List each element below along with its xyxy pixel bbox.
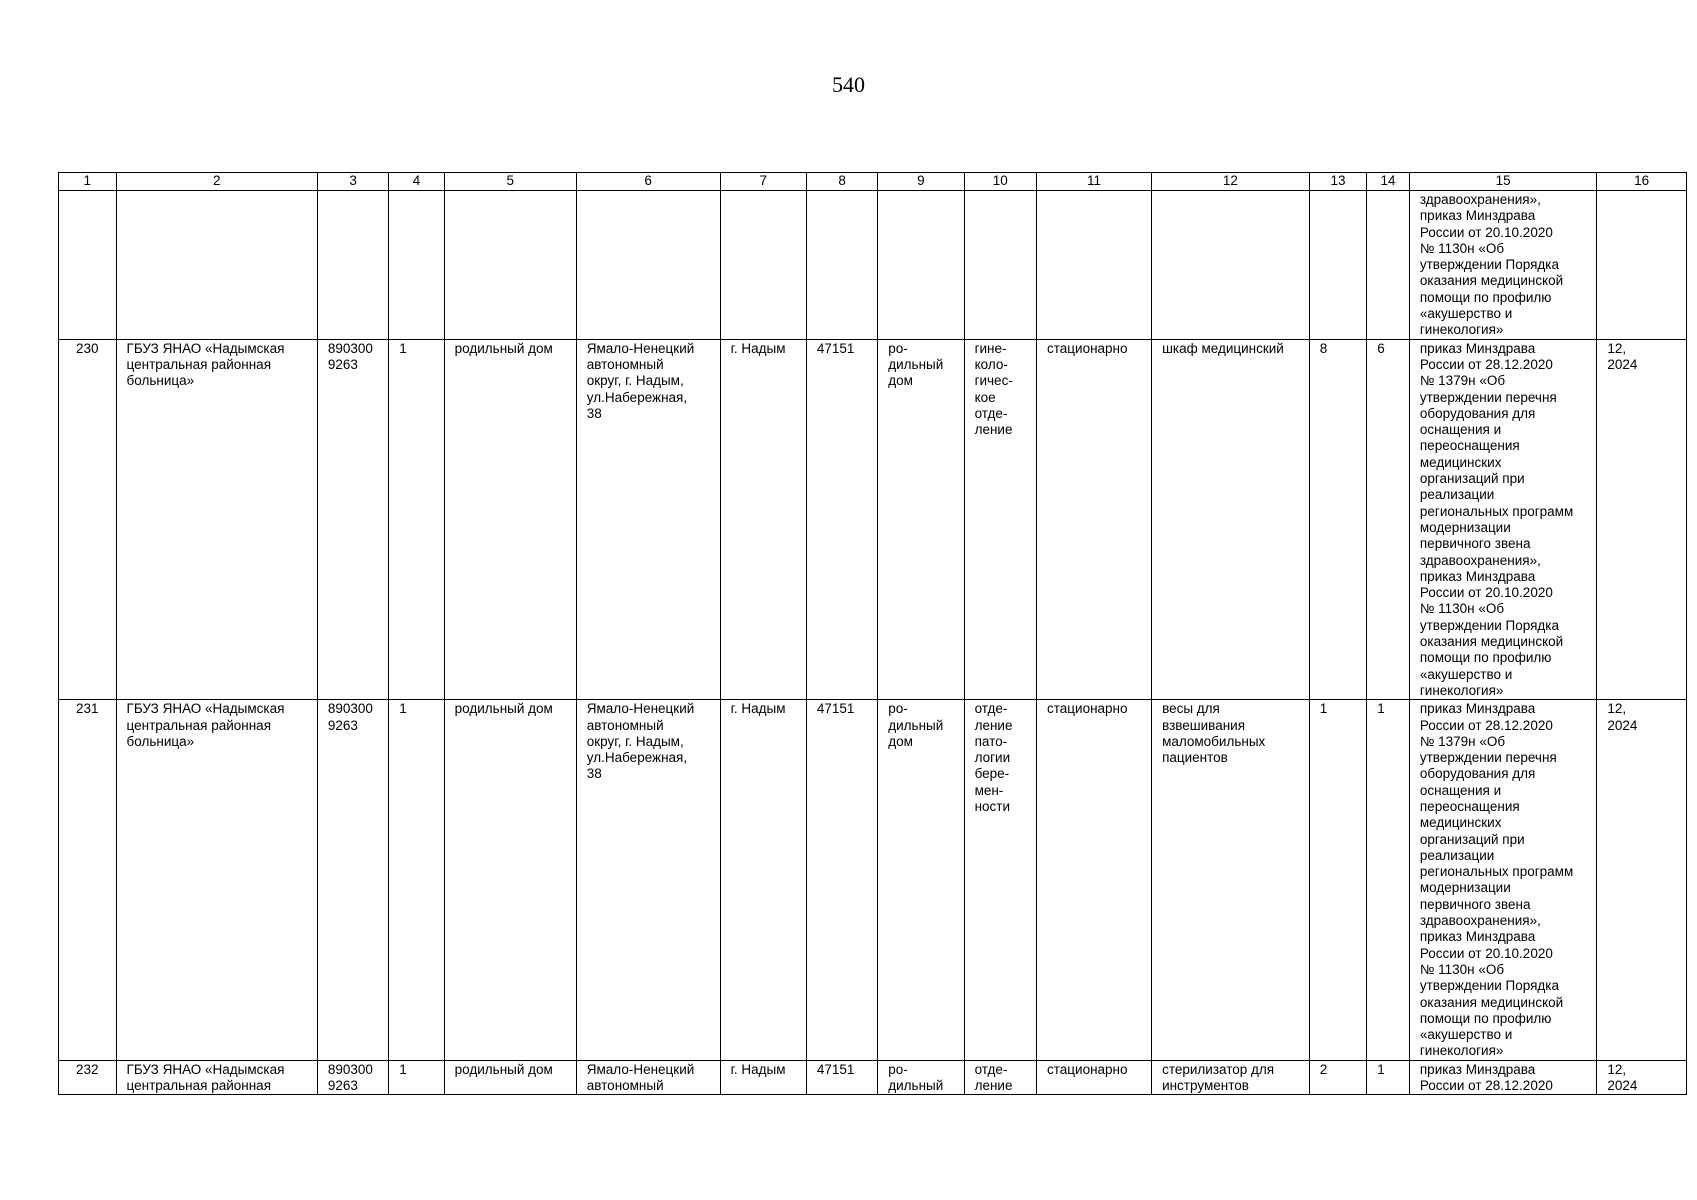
column-header: 12 [1152, 173, 1310, 191]
cell-organization: ГБУЗ ЯНАО «Надымская центральная районная больница» [116, 700, 317, 1061]
cell-empty [1152, 191, 1310, 340]
cell-care-form: стационарно [1037, 339, 1152, 700]
column-header: 3 [317, 173, 388, 191]
cell-col13: 2 [1309, 1060, 1367, 1095]
cell-empty [1037, 191, 1152, 340]
cell-empty [317, 191, 388, 340]
table-row [59, 339, 1687, 700]
cell-legal-basis: здравоохранения», приказ Минздрава России от 20.10.2020 № 1130н «Об утверждении Порядка оказания медицинской помощи по профилю «акушерство и гинекология» [1409, 191, 1597, 340]
cell-care-form: стационарно [1037, 1060, 1152, 1095]
cell-empty [1597, 191, 1687, 340]
cell-legal-basis: приказ Минздрава России от 28.12.2020 [1409, 1060, 1597, 1095]
cell-date: 12, 2024 [1597, 700, 1687, 1061]
cell-row-number: 230 [59, 339, 117, 700]
cell-empty [720, 191, 806, 340]
cell-organization: ГБУЗ ЯНАО «Надымская центральная районная больница» [116, 339, 317, 700]
cell-col14: 6 [1367, 339, 1410, 700]
column-header: 1 [59, 173, 117, 191]
cell-empty [806, 191, 877, 340]
cell-empty [444, 191, 576, 340]
column-header: 2 [116, 173, 317, 191]
cell-inn: 890300 9263 [317, 1060, 388, 1095]
cell-empty [1309, 191, 1367, 340]
cell-empty [878, 191, 964, 340]
cell-unit: ро- дильный дом [878, 700, 964, 1061]
column-header: 13 [1309, 173, 1367, 191]
cell-equipment: весы для взвешивания маломобильных пациентов [1152, 700, 1310, 1061]
cell-legal-basis: приказ Минздрава России от 28.12.2020 № 1379н «Об утверждении перечня оборудования для оснащения и переоснащения медицинских организаций при реализации региональных программ модернизации первичного звена здравоохранения», приказ Минздрава России от 20.10.2020 № 1130н «Об утверждении Порядка оказания медицинской помощи по профилю «акушерство и гинекология» [1409, 700, 1597, 1061]
cell-col13: 8 [1309, 339, 1367, 700]
column-header: 6 [576, 173, 720, 191]
equipment-table [58, 172, 1687, 1095]
column-header: 7 [720, 173, 806, 191]
cell-equipment: стерилизатор для инструментов [1152, 1060, 1310, 1095]
cell-department: отде- ление пато- логии бере- мен- ности [964, 700, 1036, 1061]
column-header: 15 [1409, 173, 1597, 191]
cell-col4: 1 [389, 1060, 444, 1095]
cell-facility-type: родильный дом [444, 339, 576, 700]
cell-department: отде- ление [964, 1060, 1036, 1095]
table-row [59, 1060, 1687, 1095]
cell-city: г. Надым [720, 339, 806, 700]
column-header: 14 [1367, 173, 1410, 191]
cell-empty [59, 191, 117, 340]
cell-organization: ГБУЗ ЯНАО «Надымская центральная районная [116, 1060, 317, 1095]
cell-col14: 1 [1367, 700, 1410, 1061]
cell-equipment: шкаф медицинский [1152, 339, 1310, 700]
column-header: 9 [878, 173, 964, 191]
cell-facility-type: родильный дом [444, 700, 576, 1061]
column-header: 5 [444, 173, 576, 191]
cell-care-form: стационарно [1037, 700, 1152, 1061]
cell-department: гине- коло- гичес- кое отде- ление [964, 339, 1036, 700]
cell-col4: 1 [389, 700, 444, 1061]
cell-date: 12, 2024 [1597, 1060, 1687, 1095]
cell-code: 47151 [806, 1060, 877, 1095]
column-header: 11 [1037, 173, 1152, 191]
cell-inn: 890300 9263 [317, 339, 388, 700]
cell-empty [116, 191, 317, 340]
cell-code: 47151 [806, 339, 877, 700]
cell-city: г. Надым [720, 1060, 806, 1095]
cell-inn: 890300 9263 [317, 700, 388, 1061]
cell-unit: ро- дильный дом [878, 339, 964, 700]
cell-address: Ямало-Ненецкий автономный [576, 1060, 720, 1095]
cell-date: 12, 2024 [1597, 339, 1687, 700]
column-header: 8 [806, 173, 877, 191]
column-header: 10 [964, 173, 1036, 191]
cell-empty [389, 191, 444, 340]
cell-legal-basis: приказ Минздрава России от 28.12.2020 № 1379н «Об утверждении перечня оборудования для оснащения и переоснащения медицинских организаций при реализации региональных программ модернизации первичного звена здравоохранения», приказ Минздрава России от 20.10.2020 № 1130н «Об утверждении Порядка оказания медицинской помощи по профилю «акушерство и гинекология» [1409, 339, 1597, 700]
cell-code: 47151 [806, 700, 877, 1061]
column-header: 4 [389, 173, 444, 191]
cell-address: Ямало-Ненецкий автономный округ, г. Надым, ул.Набережная, 38 [576, 339, 720, 700]
cell-facility-type: родильный дом [444, 1060, 576, 1095]
continuation-row [59, 191, 1687, 340]
cell-unit: ро- дильный [878, 1060, 964, 1095]
cell-address: Ямало-Ненецкий автономный округ, г. Надым, ул.Набережная, 38 [576, 700, 720, 1061]
column-header: 16 [1597, 173, 1687, 191]
cell-row-number: 232 [59, 1060, 117, 1095]
cell-city: г. Надым [720, 700, 806, 1061]
cell-row-number: 231 [59, 700, 117, 1061]
table-row [59, 700, 1687, 1061]
cell-col4: 1 [389, 339, 444, 700]
cell-empty [1367, 191, 1410, 340]
cell-empty [964, 191, 1036, 340]
page-number: 540 [832, 72, 865, 97]
cell-empty [576, 191, 720, 340]
column-number-row [59, 173, 1687, 191]
cell-col13: 1 [1309, 700, 1367, 1061]
cell-col14: 1 [1367, 1060, 1410, 1095]
